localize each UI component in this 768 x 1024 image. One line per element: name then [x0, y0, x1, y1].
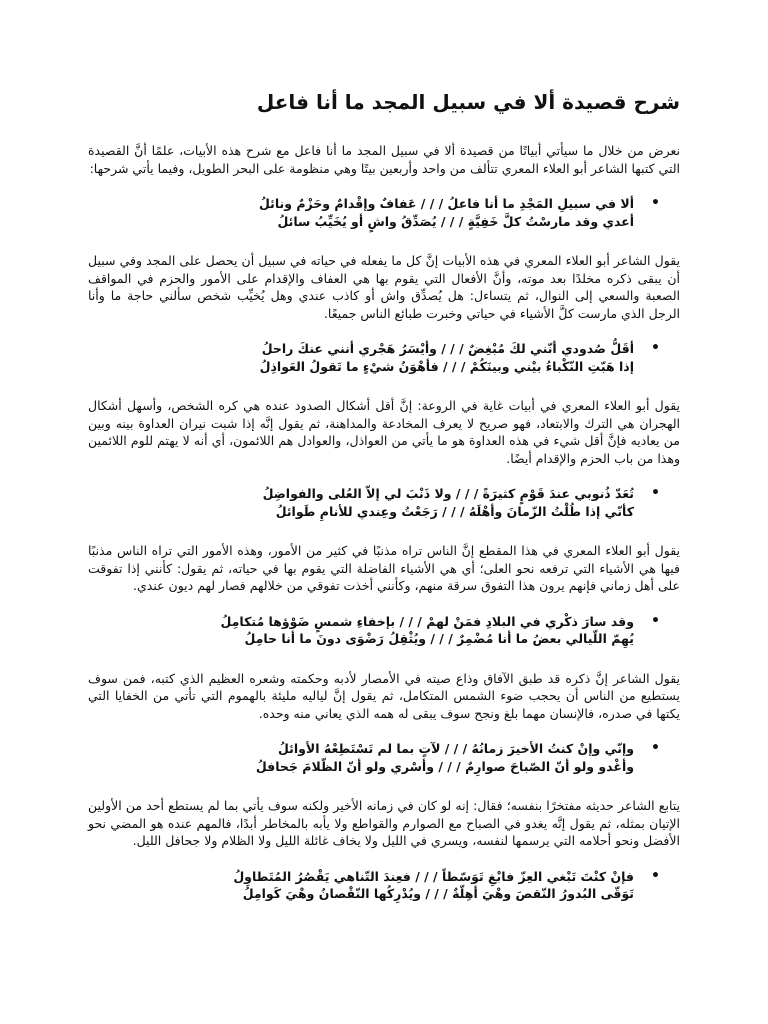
bullet-icon: • [651, 612, 660, 629]
bullet-icon: • [651, 195, 660, 211]
verse-line: وإنّي وإنْ كنتُ الأخيرَ زمانُهُ / / / لآتٍ بما لم تَسْتَطِعْهُ الأوائلُ [278, 741, 634, 756]
verse-line: أقَلُّ صُدودي أنّني لكَ مُبْغِضٌ / / / وأيْسَرُ هَجْري أنني عنكَ راحلُ [261, 341, 634, 356]
explanation-paragraph: يقول الشاعر إنَّ ذكره قد طبق الآفاق وذاع صيته في الأمصار لأدبه وحكمته وشعره العظيم الذي كتبه، فمن سوف يستطيع من الناس أن يحجب ضوء الشمس المتكامل، ثم يقول إنَّ لياليه مليئة بالهموم التي تأتي من الخفايا التي يكتها في صدره، فالإنسان مهما بلغ ونجح سوف يبقى له همه الذي يعاني منه وحده. [88, 670, 680, 721]
intro-paragraph: نعرض من خلال ما سيأتي أبياتًا من قصيدة ألا في سبيل المجد ما أنا فاعل مع شرح هذه الأبيات، علمًا أنَّ القصيدة التي كتبها الشاعر أبو العلاء المعري تتألف من واحد وأربعين بيتًا وهي منظومة على البحر الطويل، وفيما يأتي شرحها: [88, 143, 680, 176]
verse-bullet [88, 613, 680, 648]
verse-line: إذا هَبّتِ النّكْباءُ بيْني وبينَكُمْ / / / فأهْوَنُ شيْءٍ ما تَقولُ العَواذِلُ [259, 358, 634, 374]
verse-line: أعدي وقد مارسْتُ كلَّ خَفِيَّةٍ / / / يُصَدِّقُ واشٍ أو يُخَيِّبُ سائلُ [277, 213, 634, 229]
page-title: شرح قصيدة ألا في سبيل المجد ما أنا فاعل [256, 90, 680, 114]
verse-line: يُهِمّ اللّيالي بعضُ ما أنا مُضْمِرٌ / / / ويُثْقِلُ رَضْوَى دونَ ما أنا حامِلُ [244, 631, 634, 646]
verse-line: وقد سارَ ذكْري في البلادِ فمَنْ لهمْ / / / بإخفاءِ شمسٍ ضَوْؤها مُتكامِلُ [220, 613, 634, 629]
verse-line: ألا في سبيلِ المَجْدِ ما أنا فاعلُ / / / عَفافٌ وإقْدامٌ وحَزْمٌ ونائلُ [259, 196, 634, 211]
verse-line: فإنْ كنْتَ تَبْغي العِزّ فابْغِ تَوَسّطاً / / / فعِندَ التّناهي يَقْصُرُ المُتَطاوِلُ [233, 868, 634, 884]
verse-line: وأغْدو ولو أنّ الصّباحَ صوارِمٌ / / / وأسْري ولو أنّ الظّلامَ جَحافلُ [255, 758, 634, 774]
explanation-paragraph: يقول أبو العلاء المعري في أبيات غاية في الروعة: إنَّ أقل أشكال الصدود عنده هي كره الشخص، وأسهل أشكال الهجران هي الترك والابتعاد، فهو صريح لا يعرف المخادعة والمداهنة، ثم يقول إنَّه إذا شبت نيران العداوة بينه وبين من يعاديه فإنَّ أقل شيء في هذه العداوة هو ما يأتي من العواذل، والعوادل هم اللائمون، أي أنه لا يهتم للوم اللائمين وهذا من باب الحزم والإقدام أيضًا. [88, 398, 680, 466]
verse-line: كأنّي إذا طُلْتُ الزّمانَ وأهْلَهُ / / / رَجَعْتُ وعِندي للأنامِ طَوائلُ [275, 503, 634, 519]
verse-line: تُعَدّ ذُنوبي عندَ قَوْمٍ كثيرَةً / / / ولا ذَنْبَ لي إلاّ العُلى والفواضِلُ [262, 486, 634, 501]
bullet-icon: • [651, 485, 660, 501]
verse-bullet [88, 868, 680, 903]
explanation-paragraph: يتابع الشاعر حديثه مفتخرًا بنفسه؛ فقال: إنه لو كان في زمانه الأخير ولكنه سوف يأتي بما لم يستطع أحد من الأولين الإتيان بمثله، ثم يقول إنَّه يغدو في الصباح مع الصوارم والقواطع ولا يأبه بالمخاطر أبدًا، فالمهم عنده هو المضي نحو الأفضل ونحو أحلامه التي يرسمها لنفسه، ويسري في الليل ولا يخاف غائلة الليل ولا الظلام ولا جحافل الليل. [88, 798, 680, 848]
bullet-icon: • [651, 740, 660, 756]
explanation-paragraph: يقول أبو العلاء المعري في هذا المقطع إنَّ الناس تراه مذنبًا في كثير من الأمور، وهذه الأمور التي تراه الناس مذنبًا فيها هي الأشياء التي ترفعه نحو العلى؛ أي هي الأشياء الفاضلة التي يقوم بها في حياته، ثم يقول: كأنني إذا تفوقت على أهل زماني فإنهم يرون هذا التفوق سرقة منهم، وكأنني أخذت تفوقي من خلالهم فصار لهم ديون عندي. [88, 543, 680, 593]
verse-bullet [88, 340, 680, 375]
verse-line: تَوَقّى البُدورُ النّقصَ وهْيَ أهِلّةٌ / / / ويُدْرِكُها النّقْصانُ وهْيَ كَوامِلُ [242, 886, 634, 901]
explanation-paragraph: يقول الشاعر أبو العلاء المعري في هذه الأبيات إنَّ كل ما يفعله في حياته في سبيل أن يحصل على المجد وفي سبيل أن يبقى ذكره مخلدًا بعد موته، وأنَّ الأفعال التي يقوم بها هي العفاف والإقدام على الأمور والحزم في المواقف الصعبة والسعي إلى النوال، ثم يتساءل: هل يُصدِّق واش أو كاذب عندي وهل يُخيِّب شخص سألني حاجة ما وأنا الرجل الذي مارست كلَّ الأشياء في حياتي وخبرت طبائع الناس جميعًا. [88, 253, 680, 321]
verse-bullet [88, 195, 680, 230]
bullet-icon: • [651, 867, 660, 884]
verse-bullet [88, 485, 680, 520]
verse-bullet [88, 740, 680, 775]
document-body [88, 88, 680, 925]
bullet-icon: • [651, 340, 660, 356]
